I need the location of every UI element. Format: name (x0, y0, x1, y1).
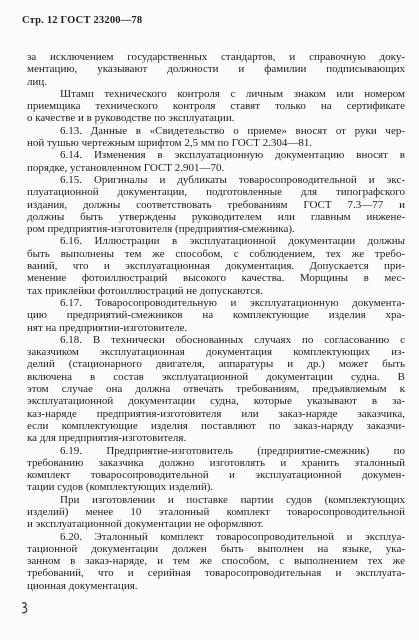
text-line: цию предприятий-смежников на комплектующие изделия хра- (27, 309, 405, 322)
text-line: 6.14. Изменения в эксплуатационную документацию вносят в (60, 149, 405, 162)
text-line: за исключением государственных стандартов, и справочную доку- (27, 51, 405, 63)
paragraph-6-13 (27, 125, 405, 150)
text-line: тации судов (комплектующих изделий). (27, 481, 214, 494)
text-line: этом случае она должна отвечать требованиям, предъявляемым к (27, 383, 405, 396)
text-line: 6.17. Товаросопроводительную и эксплуатационную документа- (60, 296, 405, 309)
text-line: ной тушью чертежным шрифтом 2,5 мм по ГОСТ 2.304—81. (27, 137, 313, 150)
text-line: 6.16. Иллюстрации в эксплуатационной документации должны (60, 235, 405, 248)
text-line: плуатационной документации, подготовленные для типографского (27, 186, 405, 199)
text-line: нят на предприятии-изготовителе. (27, 321, 188, 334)
text-line: порядке, установленном ГОСТ 2.901—70. (27, 161, 225, 174)
text-line: 6.20. Эталонный комплект товаросопроводительной и эксплуа- (60, 530, 405, 543)
text-line: лиц. (27, 75, 48, 88)
text-line: каз-наряде предприятия-изготовителя или заказ-наряде заказчика, (27, 407, 405, 420)
paragraph-stamp (27, 88, 405, 125)
text-line: изделий) менее 10 эталонный комплект товаросопроводительной (27, 505, 405, 518)
text-line: ваний, что и эксплуатационная документация. Допускается при- (27, 260, 405, 273)
text-line: ром предприятия-изготовителя (предприятия-смежника). (27, 223, 295, 236)
printer-mark (20, 601, 30, 615)
text-line: 6.19. Предприятие-изготовитель (предприятие-смежник) по (60, 444, 405, 457)
paragraph-batch-note (27, 494, 405, 531)
text-line: тах приклейки фотоиллюстраций не допускаются. (27, 284, 263, 297)
text-line: 6.15. Оригиналы и дубликаты товаросопроводительной и экс- (60, 173, 405, 186)
paragraph-6-14 (27, 149, 405, 174)
text-line: тационной документации должен быть выполнен на языке, ука- (27, 542, 405, 555)
paragraph-6-19 (27, 445, 405, 494)
paragraph-6-16 (27, 235, 405, 296)
paragraph-6-15 (27, 174, 405, 235)
text-line: включена в состав эксплуатационной документации судна. В (27, 370, 405, 383)
text-line: эксплуатационной документации судна, которые указывают в за- (27, 395, 405, 408)
text-line: Штамп технического контроля с личным знаком или номером (60, 87, 405, 100)
text-line: заказчиком эксплуатационная документация комплектующих из- (27, 346, 405, 359)
document-body (27, 51, 405, 592)
text-line: и эксплуатационной документации не оформляют. (27, 518, 264, 531)
text-line: приемщика технического контроля ставят только на сертификате (27, 100, 405, 113)
text-line: При изготовлении и поставке партии судов (комплектующих (60, 493, 405, 506)
text-line: ционная документация. (27, 579, 138, 592)
text-line: ментацию, указывают должности и фамилии подписывающих (27, 63, 405, 76)
paragraph-6-20 (27, 531, 405, 592)
paragraph-continuation (27, 51, 405, 88)
text-line: 6.13. Данные в «Свидетельство о приеме» вносят от руки чер- (60, 124, 405, 137)
text-line: 6.18. В технически обоснованных случаях по согласованию с (60, 333, 405, 346)
text-line: быть выполнены тем же способом, с соблюдением, тех же требо- (27, 247, 405, 260)
text-line: ка для предприятия-изготовителя. (27, 432, 187, 445)
text-line: издания, должны соответствовать требованиям ГОСТ 7.3—77 и (27, 198, 405, 211)
page-header: Стр. 12 ГОСТ 23200—78 (22, 15, 143, 26)
paragraph-6-18 (27, 334, 405, 445)
text-line: менение фотоиллюстраций высокого качества. Морщины в мес- (27, 272, 405, 285)
text-line: требованию заказчика должно изготовлять и хранить эталонный (27, 456, 405, 469)
text-line: занном в заказ-наряде, и тем же способом, с выполнением тех же (27, 555, 405, 568)
text-line: делий (стационарного двигателя, аппаратуры и др.) может быть (27, 358, 405, 371)
text-line: о качестве и в руководстве по эксплуатации. (27, 112, 235, 125)
paragraph-6-17 (27, 297, 405, 334)
text-line: если комплектующие изделия поставляют по заказ-наряду заказчи- (27, 419, 405, 432)
text-line: требований, что и серийная товаросопроводительная и эксплуата- (27, 567, 405, 580)
text-line: должны быть утверждены руководителем или главным инжене- (27, 210, 405, 223)
text-line: комплект товаросопроводительной и эксплуатационной докумен- (27, 469, 405, 482)
